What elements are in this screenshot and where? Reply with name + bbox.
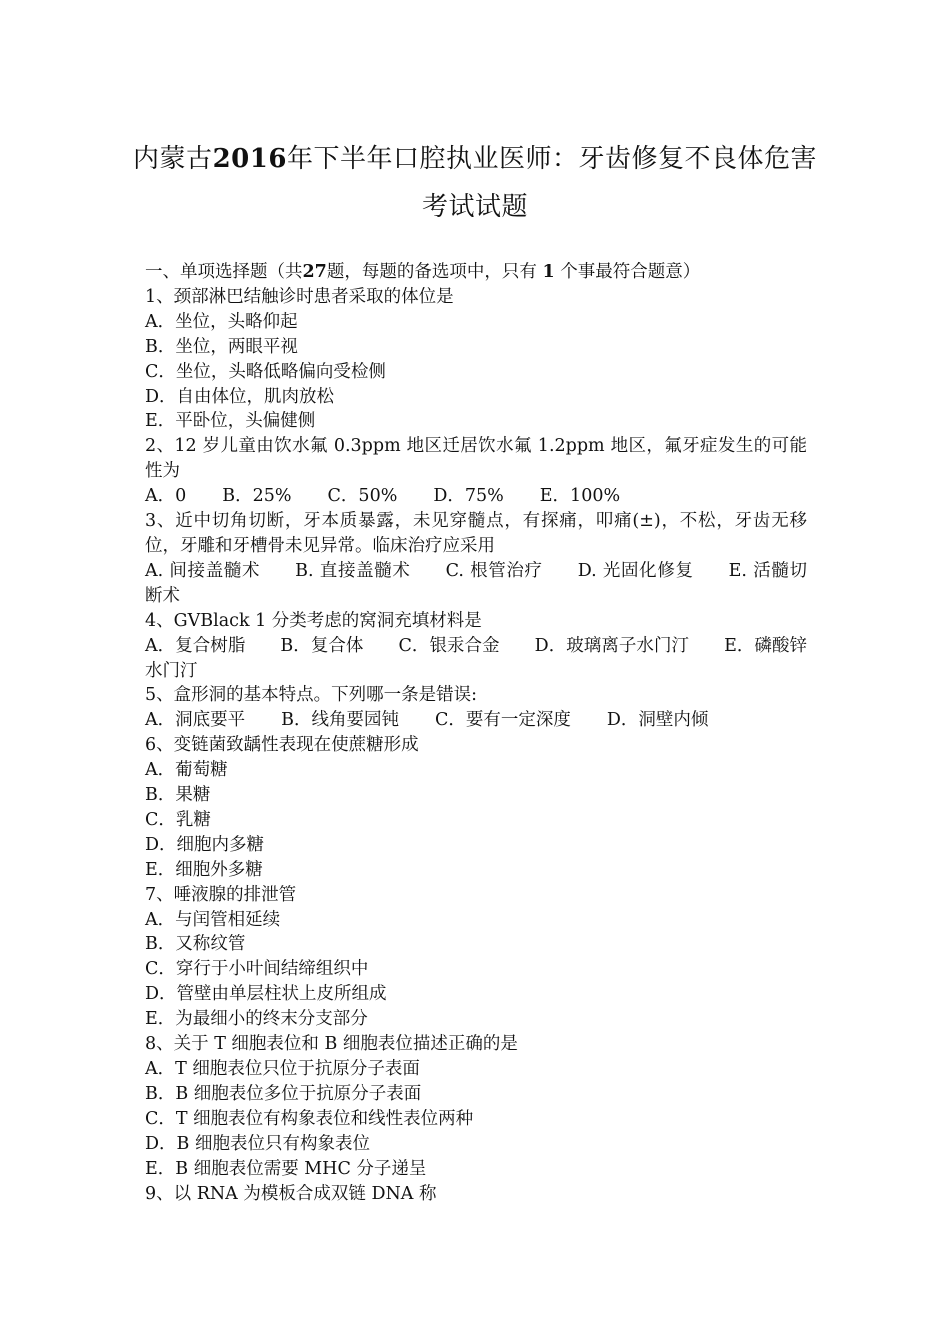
- question-options-row: [145, 559, 807, 609]
- section-heading: [145, 260, 807, 285]
- question-option: B．果糖: [145, 785, 211, 806]
- question-option: A．坐位，头略仰起: [145, 311, 298, 332]
- title-suffix: 年下半年口腔执业医师：牙齿修复不良体危害: [286, 144, 817, 174]
- question-option: B．线角要园钝: [281, 710, 400, 731]
- question-option: C. 根管治疗: [445, 560, 543, 581]
- question-option: B．复合体: [280, 635, 364, 656]
- question-option: A．复合树脂: [145, 635, 246, 656]
- question-option: A．与闰管相延续: [145, 909, 281, 930]
- question-option: B．B 细胞表位多位于抗原分子表面: [145, 1083, 422, 1104]
- question-option: E．细胞外多糖: [145, 859, 263, 880]
- question-option: D. 光固化修复: [577, 560, 694, 581]
- question-stem: 3、近中切角切断，牙本质暴露，未见穿髓点，有探痛，叩痛(±)，不松，牙齿无移位，牙雕和牙槽骨未见异常。临床治疗应采用: [145, 511, 807, 556]
- question-option: A．洞底要平: [145, 710, 246, 731]
- question-option: E．平卧位，头偏健侧: [145, 411, 316, 432]
- document-title-line2: 考试试题: [421, 192, 528, 222]
- question-option: A．T 细胞表位只位于抗原分子表面: [145, 1059, 420, 1079]
- question-options-row: [145, 634, 807, 684]
- question-option: C．坐位，头略低略偏向受检侧: [145, 361, 386, 382]
- section-count: 27: [302, 262, 327, 282]
- question-option: A. 间接盖髓术: [145, 560, 261, 581]
- question-option: D．75%: [433, 486, 504, 507]
- question-option: E．为最细小的终末分支部分: [145, 1009, 368, 1030]
- question-option: D．洞壁内倾: [606, 710, 709, 731]
- document-body: [145, 260, 807, 1206]
- question-stem: 1、颈部淋巴结触诊时患者采取的体位是: [145, 286, 454, 307]
- question-stem: 4、GVBlack 1 分类考虑的窝洞充填材料是: [145, 610, 482, 631]
- question-option: E．100%: [539, 486, 621, 507]
- question-option: B．25%: [222, 486, 292, 507]
- section-middle: 题，每题的备选项中，只有: [326, 262, 537, 282]
- question-option: C．乳糖: [145, 809, 211, 830]
- question-options-row: [145, 484, 807, 509]
- question-option: D．B 细胞表位只有构象表位: [145, 1133, 370, 1154]
- title-prefix: 内蒙古: [133, 144, 213, 174]
- section-one: 1: [542, 262, 555, 282]
- title-year: 2016: [212, 144, 287, 174]
- question-option: E．磷酸锌水门汀: [145, 635, 808, 681]
- question-option: B．又称纹管: [145, 934, 246, 955]
- question-stem: 5、盒形洞的基本特点。下列哪一条是错误:: [145, 685, 478, 706]
- question-option: A．葡萄糖: [145, 760, 228, 781]
- question-stem: 9、以 RNA 为模板合成双链 DNA 称: [145, 1183, 437, 1204]
- question-option: E. 活髓切断术: [145, 560, 807, 606]
- question-options-row: [145, 708, 807, 733]
- question-option: B．坐位，两眼平视: [145, 336, 298, 357]
- question-stem: 7、唾液腺的排泄管: [145, 884, 297, 905]
- question-option: D．自由体位，肌肉放松: [145, 386, 335, 407]
- section-prefix: 一、单项选择题（共: [145, 262, 303, 282]
- question-option: E．B 细胞表位需要 MHC 分子递呈: [145, 1158, 427, 1179]
- question-option: C．50%: [327, 486, 398, 507]
- question-option: C．T 细胞表位有构象表位和线性表位两种: [145, 1108, 474, 1129]
- question-stem: 2、12 岁儿童由饮水氟 0.3ppm 地区迁居饮水氟 1.2ppm 地区，氟牙症发生的可能性为: [145, 436, 807, 482]
- question-option: D．玻璃离子水门汀: [534, 635, 690, 656]
- question-option: D．细胞内多糖: [145, 834, 265, 855]
- question-option: D．管壁由单层柱状上皮所组成: [145, 984, 387, 1005]
- question-option: C．银汞合金: [398, 635, 500, 656]
- section-suffix: 个事最符合题意）: [560, 262, 701, 282]
- question-option: C．穿行于小叶间结缔组织中: [145, 959, 369, 980]
- document-title-line1: [0, 138, 950, 175]
- question-option: A．0: [145, 486, 187, 507]
- question-stem: 6、变链菌致龋性表现在使蔗糖形成: [145, 735, 419, 756]
- question-option: B. 直接盖髓术: [295, 560, 411, 581]
- question-option: C．要有一定深度: [435, 710, 571, 731]
- question-stem: 8、关于 T 细胞表位和 B 细胞表位描述正确的是: [145, 1034, 518, 1055]
